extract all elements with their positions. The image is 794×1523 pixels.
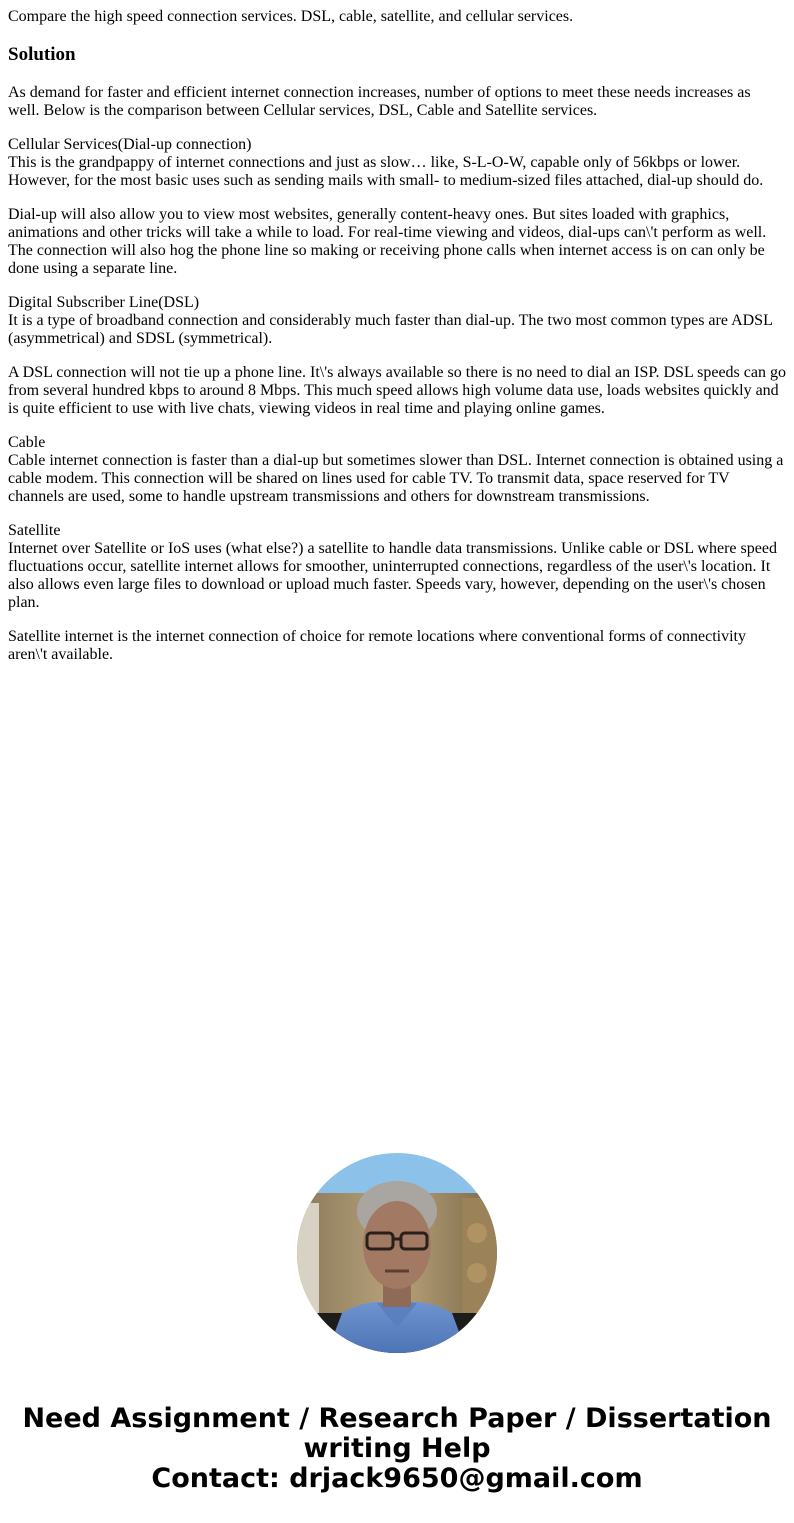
avatar [297,1153,497,1353]
question-text: Compare the high speed connection services. DSL, cable, satellite, and cellular services. [8,8,574,25]
section-title: Satellite [8,522,61,539]
section-paragraph: Satellite internet is the internet connection of choice for remote locations where conventional forms of connectivity aren\'t available. [8,628,746,663]
solution-heading: Solution [8,44,76,65]
promo-line: writing Help [303,1433,491,1464]
promo-contact: Contact: drjack9650@gmail.com [151,1463,643,1494]
section-title: Cellular Services(Dial-up connection) [8,136,252,153]
answer-body [8,84,786,664]
avatar-portrait-icon [297,1153,497,1353]
section-paragraph: Cable internet connection is faster than a dial-up but sometimes slower than DSL. Internet connection is obtained using a cable modem. This connection will be shared on lines used for cable TV. To transmit data, space reserved for TV channels are used, some to handle upstream transmissions and others for downstream transmissions. [8,452,784,505]
section-dsl [8,294,786,348]
section-title: Digital Subscriber Line(DSL) [8,294,200,311]
document-body [0,0,794,664]
section-paragraph: Internet over Satellite or IoS uses (what else?) a satellite to handle data transmissions. Unlike cable or DSL where speed fluctuations occur, satellite internet allows for smoother, uninterrupted connections, regardless of the user\'s location. It also allows even large files to download or upload much faster. Speeds vary, however, depending on the user\'s chosen plan. [8,540,777,611]
promo-line: Need Assignment / Research Paper / Dissertation [22,1403,772,1434]
intro-paragraph: As demand for faster and efficient internet connection increases, number of options to meet these needs increases as well. Below is the comparison between Cellular services, DSL, Cable and Satellite services. [8,84,751,119]
section-cable [8,434,786,506]
section-title: Cable [8,434,46,451]
section-paragraph: Dial-up will also allow you to view most websites, generally content-heavy ones. But sites loaded with graphics, animations and other tricks will take a while to load. For real-time viewing and videos, dial-ups can\'t perform as well. The connection will also hog the phone line so making or receiving phone calls when internet access is on can only be done using a separate line. [8,206,767,277]
section-paragraph: This is the grandpappy of internet connections and just as slow… like, S-L-O-W, capable only of 56kbps or lower. However, for the most basic uses such as sending mails with small- to medium-sized files attached, dial-up should do. [8,154,764,189]
section-cellular [8,136,786,190]
section-paragraph: It is a type of broadband connection and considerably much faster than dial-up. The two most common types are ADSL (asymmetrical) and SDSL (symmetrical). [8,312,773,347]
section-satellite [8,522,786,612]
section-paragraph: A DSL connection will not tie up a phone line. It\'s always available so there is no need to dial an ISP. DSL speeds can go from several hundred kbps to around 8 Mbps. This much speed allows high volume data use, loads websites quickly and is quite efficient to use with live chats, viewing videos in real time and playing online games. [8,364,786,417]
promo-banner [0,1404,794,1494]
